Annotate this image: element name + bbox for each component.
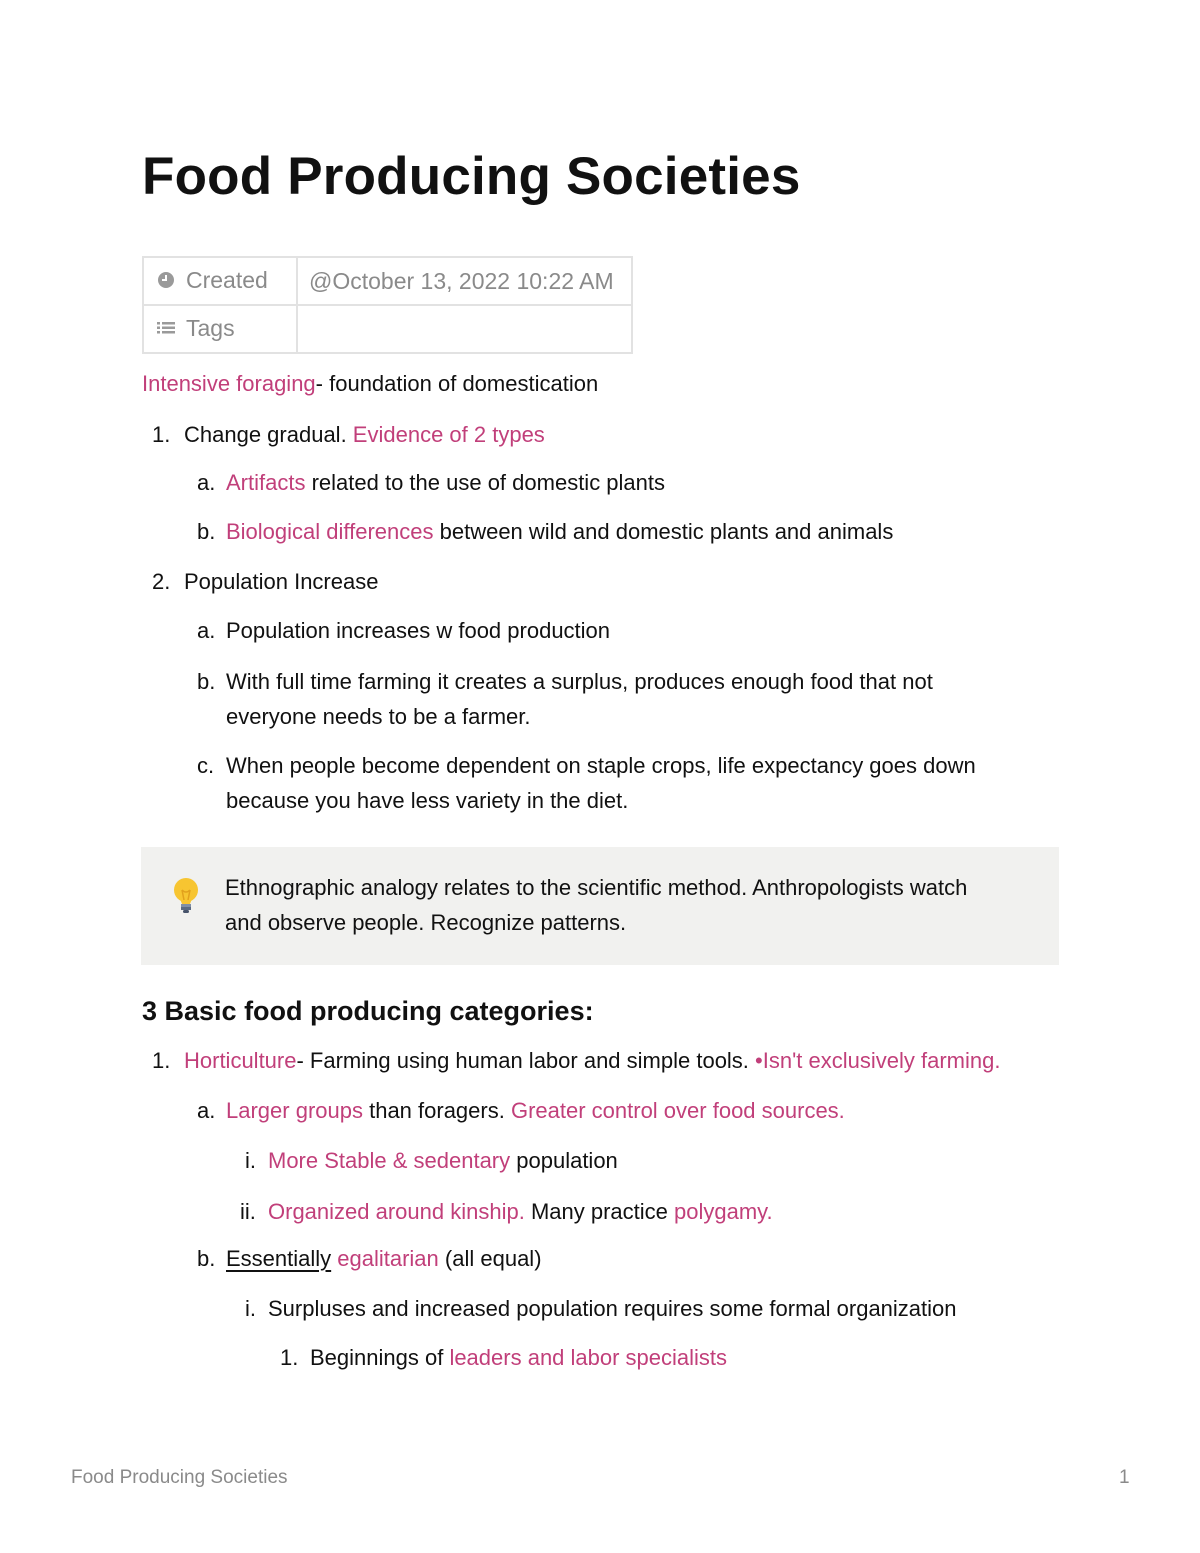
- callout-box: [141, 847, 1059, 965]
- list-marker: a.: [197, 1098, 216, 1123]
- list-marker: b.: [197, 669, 216, 694]
- list-number: 1.: [152, 422, 171, 447]
- property-name: Tags: [186, 314, 235, 341]
- clock-icon: [156, 268, 176, 295]
- property-row-created: [143, 257, 632, 305]
- list-marker: b.: [197, 519, 216, 544]
- property-row-tags: [143, 305, 632, 353]
- callout-text-line: Ethnographic analogy relates to the scientific method. Anthropologists watch: [225, 875, 968, 900]
- list-item: More Stable & sedentary population: [268, 1148, 618, 1173]
- tags-value[interactable]: [297, 305, 632, 353]
- list-marker: i.: [245, 1148, 256, 1173]
- footer-title: Food Producing Societies: [71, 1467, 288, 1488]
- list-icon: [156, 316, 176, 343]
- lightbulb-icon: [170, 876, 202, 921]
- list-item: Horticulture- Farming using human labor and simple tools. •Isn't exclusively farming.: [184, 1048, 1001, 1073]
- list-number: 2.: [152, 569, 171, 594]
- list-item: Larger groups than foragers. Greater control over food sources.: [226, 1098, 845, 1123]
- list-item: Essentially egalitarian (all equal): [226, 1246, 542, 1271]
- property-name: Created: [186, 266, 268, 293]
- intro-line: Intensive foraging- foundation of domestication: [142, 371, 599, 396]
- section-heading: 3 Basic food producing categories:: [142, 996, 594, 1026]
- list-marker: i.: [245, 1296, 256, 1321]
- underlined-text: Essentially: [226, 1246, 332, 1271]
- list-number: 1.: [280, 1345, 299, 1370]
- list-item: Biological differences between wild and domestic plants and animals: [226, 519, 894, 544]
- list-marker: ii.: [240, 1199, 256, 1224]
- list-item-line: because you have less variety in the diet.: [226, 788, 629, 813]
- list-item-line: When people become dependent on staple crops, life expectancy goes down: [226, 753, 976, 778]
- list-item: Artifacts related to the use of domestic plants: [226, 470, 666, 495]
- list-marker: a.: [197, 470, 216, 495]
- created-date-value[interactable]: @October 13, 2022 10:22 AM: [297, 257, 632, 305]
- highlight-text: Intensive foraging: [142, 371, 316, 396]
- properties-table: [142, 256, 633, 354]
- page-number: 1: [1119, 1467, 1130, 1488]
- list-item: Population Increase: [184, 569, 379, 594]
- list-item: Population increases w food production: [226, 618, 611, 643]
- list-item-line: With full time farming it creates a surplus, produces enough food that not: [226, 669, 933, 694]
- callout-text-line: and observe people. Recognize patterns.: [225, 910, 627, 935]
- list-marker: c.: [197, 753, 215, 778]
- list-item: Organized around kinship. Many practice polygamy.: [268, 1199, 773, 1224]
- list-item: Surpluses and increased population requires some formal organization: [268, 1296, 957, 1321]
- list-marker: a.: [197, 618, 216, 643]
- list-number: 1.: [152, 1048, 171, 1073]
- list-marker: b.: [197, 1246, 216, 1271]
- page-title: Food Producing Societies: [142, 147, 801, 206]
- list-item: Change gradual. Evidence of 2 types: [184, 422, 545, 447]
- list-item: Beginnings of leaders and labor specialists: [310, 1345, 728, 1370]
- list-item-line: everyone needs to be a farmer.: [226, 704, 531, 729]
